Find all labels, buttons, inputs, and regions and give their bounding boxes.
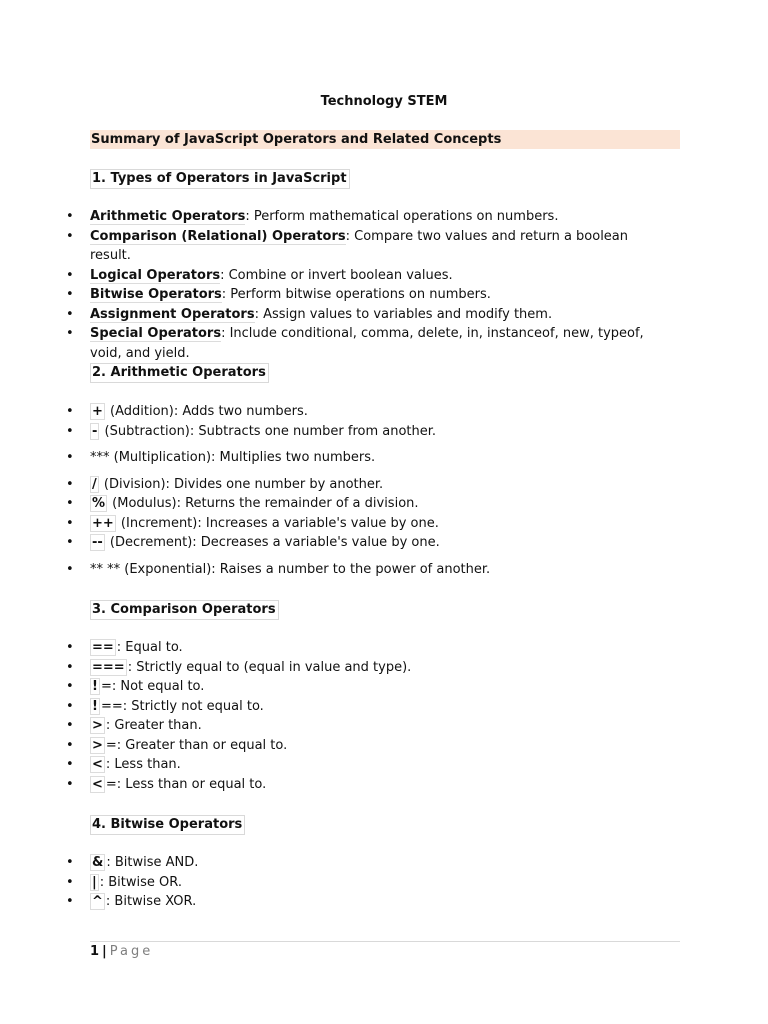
arithmetic-list — [0, 402, 768, 579]
list-item: • | : Bitwise OR. — [0, 873, 670, 893]
list-item: • Assignment Operators: Assign values to variables and modify them. — [0, 305, 670, 325]
list-item: • -- (Decrement): Decreases a variable's value by one. — [0, 533, 670, 553]
section-heading-bitwise: 4. Bitwise Operators — [90, 815, 245, 835]
list-item: • Comparison (Relational) Operators: Compare two values and return a boolean result. — [0, 227, 670, 266]
list-item: • % (Modulus): Returns the remainder of a division. — [0, 494, 670, 514]
page-number: 1 — [90, 944, 100, 959]
page-footer — [90, 944, 153, 959]
footer-divider — [90, 941, 680, 942]
summary-banner: Summary of JavaScript Operators and Related Concepts — [90, 130, 680, 149]
comparison-list — [0, 638, 768, 794]
list-item: • > =: Greater than or equal to. — [0, 736, 670, 756]
list-item: • ! =: Not equal to. — [0, 677, 670, 697]
list-item: • > : Greater than. — [0, 716, 670, 736]
list-item: • - (Subtraction): Subtracts one number from another. — [0, 422, 670, 442]
list-item: • < : Less than. — [0, 755, 670, 775]
section-heading-comparison: 3. Comparison Operators — [90, 600, 279, 620]
list-item: • ! ==: Strictly not equal to. — [0, 697, 670, 717]
list-item: • ++ (Increment): Increases a variable's value by one. — [0, 514, 670, 534]
list-item: • Arithmetic Operators: Perform mathematical operations on numbers. — [0, 207, 670, 227]
list-item: • / (Division): Divides one number by another. — [0, 475, 670, 495]
list-item: • *** (Multiplication): Multiplies two numbers. — [0, 448, 670, 468]
footer-separator: | — [102, 944, 107, 959]
bitwise-list — [0, 853, 768, 912]
page-label: Page — [109, 944, 154, 959]
list-item: • == : Equal to. — [0, 638, 670, 658]
list-item: • Special Operators: Include conditional, comma, delete, in, instanceof, new, typeof, void, and yield. — [0, 324, 670, 363]
list-item: • Logical Operators: Combine or invert boolean values. — [0, 266, 670, 286]
document-title: Technology STEM — [320, 94, 448, 109]
list-item: • ** ** (Exponential): Raises a number to the power of another. — [0, 560, 670, 580]
list-item: • === : Strictly equal to (equal in value and type). — [0, 658, 670, 678]
types-list — [0, 207, 768, 363]
list-item: • ^ : Bitwise XOR. — [0, 892, 670, 912]
list-item: • + (Addition): Adds two numbers. — [0, 402, 670, 422]
list-item: • & : Bitwise AND. — [0, 853, 670, 873]
section-heading-types: 1. Types of Operators in JavaScript — [90, 169, 350, 189]
section-heading-arithmetic: 2. Arithmetic Operators — [90, 363, 269, 383]
list-item: • < =: Less than or equal to. — [0, 775, 670, 795]
list-item: • Bitwise Operators: Perform bitwise operations on numbers. — [0, 285, 670, 305]
